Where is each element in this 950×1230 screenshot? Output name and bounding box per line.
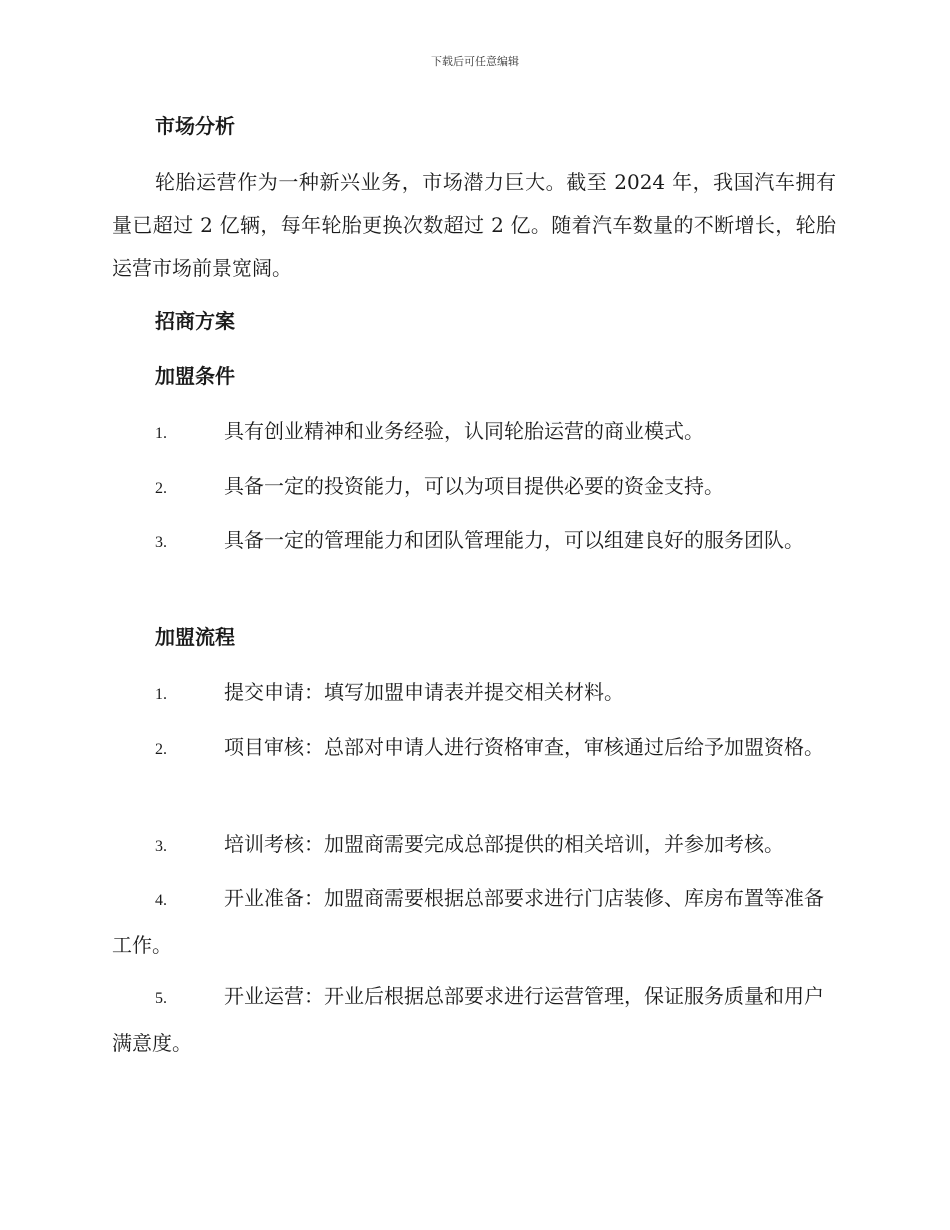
list-item-text: 具有创业精神和业务经验，认同轮胎运营的商业模式。 xyxy=(224,419,704,443)
market-paragraph: 轮胎运营作为一种新兴业务，市场潜力巨大。截至 2024 年，我国汽车拥有量已超过 2 亿辆，每年轮胎更换次数超过 2 亿。随着汽车数量的不断增长，轮胎运营市场前景宽阔。 xyxy=(112,170,836,280)
process-item-4 xyxy=(112,876,836,968)
list-item-number: 4. xyxy=(155,892,167,909)
page-header-note: 下载后可任意编辑 xyxy=(431,55,519,68)
section-title-investment: 招商方案 xyxy=(155,309,235,333)
list-item-text: 提交申请：填写加盟申请表并提交相关材料。 xyxy=(224,680,624,704)
condition-item-2 xyxy=(112,464,836,511)
list-item-number: 3. xyxy=(155,838,167,855)
list-item-number: 3. xyxy=(155,534,167,551)
list-item-text: 培训考核：加盟商需要完成总部提供的相关培训，并参加考核。 xyxy=(224,832,784,856)
list-item-text: 开业准备：加盟商需要根据总部要求进行门店装修、库房布置等准备工作。 xyxy=(112,886,824,957)
section-title-process: 加盟流程 xyxy=(155,625,235,649)
section-title-market: 市场分析 xyxy=(155,114,235,138)
condition-item-3 xyxy=(112,518,836,565)
section-title-conditions: 加盟条件 xyxy=(155,364,235,388)
list-item-text: 具备一定的投资能力，可以为项目提供必要的资金支持。 xyxy=(224,474,724,498)
list-item-number: 2. xyxy=(155,741,167,758)
list-item-number: 1. xyxy=(155,425,167,442)
list-item-text: 具备一定的管理能力和团队管理能力，可以组建良好的服务团队。 xyxy=(224,528,804,552)
process-item-5 xyxy=(112,974,836,1066)
list-item-number: 2. xyxy=(155,480,167,497)
list-item-number: 5. xyxy=(155,990,167,1007)
list-item-text: 开业运营：开业后根据总部要求进行运营管理，保证服务质量和用户满意度。 xyxy=(112,984,824,1055)
list-item-number: 1. xyxy=(155,686,167,703)
process-item-1 xyxy=(112,670,836,717)
process-item-2 xyxy=(112,725,836,772)
list-item-text: 项目审核：总部对申请人进行资格审查，审核通过后给予加盟资格。 xyxy=(224,735,824,759)
condition-item-1 xyxy=(112,409,836,456)
process-item-3 xyxy=(112,822,836,869)
